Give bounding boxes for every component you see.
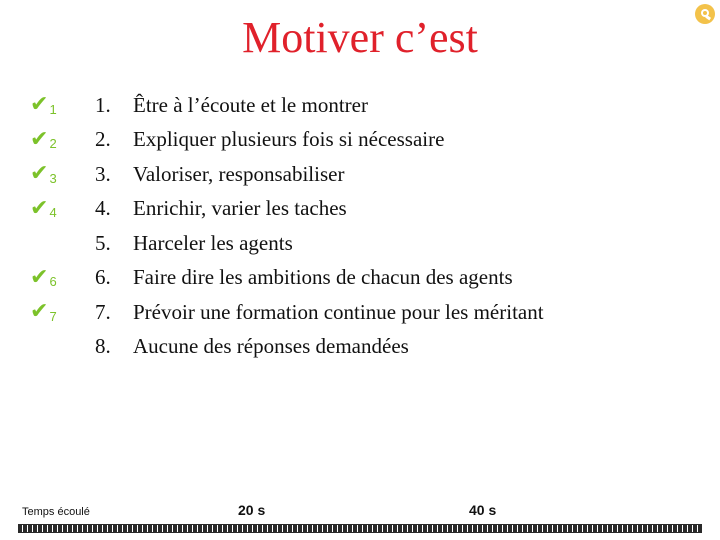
answer-number: 1.	[95, 92, 111, 117]
check-number: 2	[49, 136, 57, 151]
answer-option[interactable]	[95, 88, 705, 123]
check-icon: ✔	[30, 264, 49, 290]
timer-tick-20s: 20 s	[238, 502, 266, 518]
elapsed-time-bar	[18, 524, 702, 533]
answer-number: 5.	[95, 230, 111, 255]
answer-text: Être à l’écoute et le montrer	[133, 92, 368, 117]
quiz-badge-icon	[695, 4, 715, 24]
check-number: 4	[49, 205, 57, 220]
answer-option[interactable]	[95, 192, 705, 227]
slide-title: Motiver c’est	[242, 13, 478, 62]
answer-option[interactable]	[95, 157, 705, 192]
check-marker	[30, 295, 80, 329]
elapsed-time-label: Temps écoulé	[22, 506, 90, 518]
answer-option[interactable]	[95, 295, 705, 330]
answer-text: Prévoir une formation continue pour les méritant	[133, 299, 544, 324]
timer-tick-40s: 40 s	[469, 502, 497, 518]
check-marker	[30, 157, 80, 191]
check-marker	[30, 192, 80, 226]
answer-number: 6.	[95, 265, 111, 290]
answer-number: 8.	[95, 334, 111, 359]
check-marker	[30, 88, 80, 122]
answer-option[interactable]	[95, 123, 705, 158]
answer-number: 7.	[95, 299, 111, 324]
check-icon: ✔	[30, 126, 49, 152]
answer-option[interactable]	[95, 261, 705, 296]
answer-number: 2.	[95, 127, 111, 152]
answer-text: Aucune des réponses demandées	[133, 334, 409, 359]
check-icon: ✔	[30, 92, 49, 117]
check-number: 6	[49, 274, 57, 289]
check-number: 3	[49, 170, 57, 186]
answer-text: Expliquer plusieurs fois si nécessaire	[133, 127, 445, 152]
check-number: 1	[49, 101, 57, 117]
answer-option[interactable]	[95, 330, 705, 365]
check-number: 7	[49, 308, 57, 324]
answer-text: Harceler les agents	[133, 230, 293, 255]
check-marker	[30, 261, 80, 295]
answer-number: 4.	[95, 196, 111, 221]
answer-option[interactable]	[95, 226, 705, 261]
check-icon: ✔	[30, 161, 49, 186]
answer-number: 3.	[95, 161, 111, 186]
check-icon: ✔	[30, 299, 49, 324]
answer-text: Enrichir, varier les taches	[133, 196, 347, 221]
answer-list	[95, 88, 705, 364]
check-marker	[30, 123, 80, 157]
answer-text: Valoriser, responsabiliser	[133, 161, 345, 186]
check-icon: ✔	[30, 195, 49, 221]
answer-text: Faire dire les ambitions de chacun des agents	[133, 265, 513, 290]
